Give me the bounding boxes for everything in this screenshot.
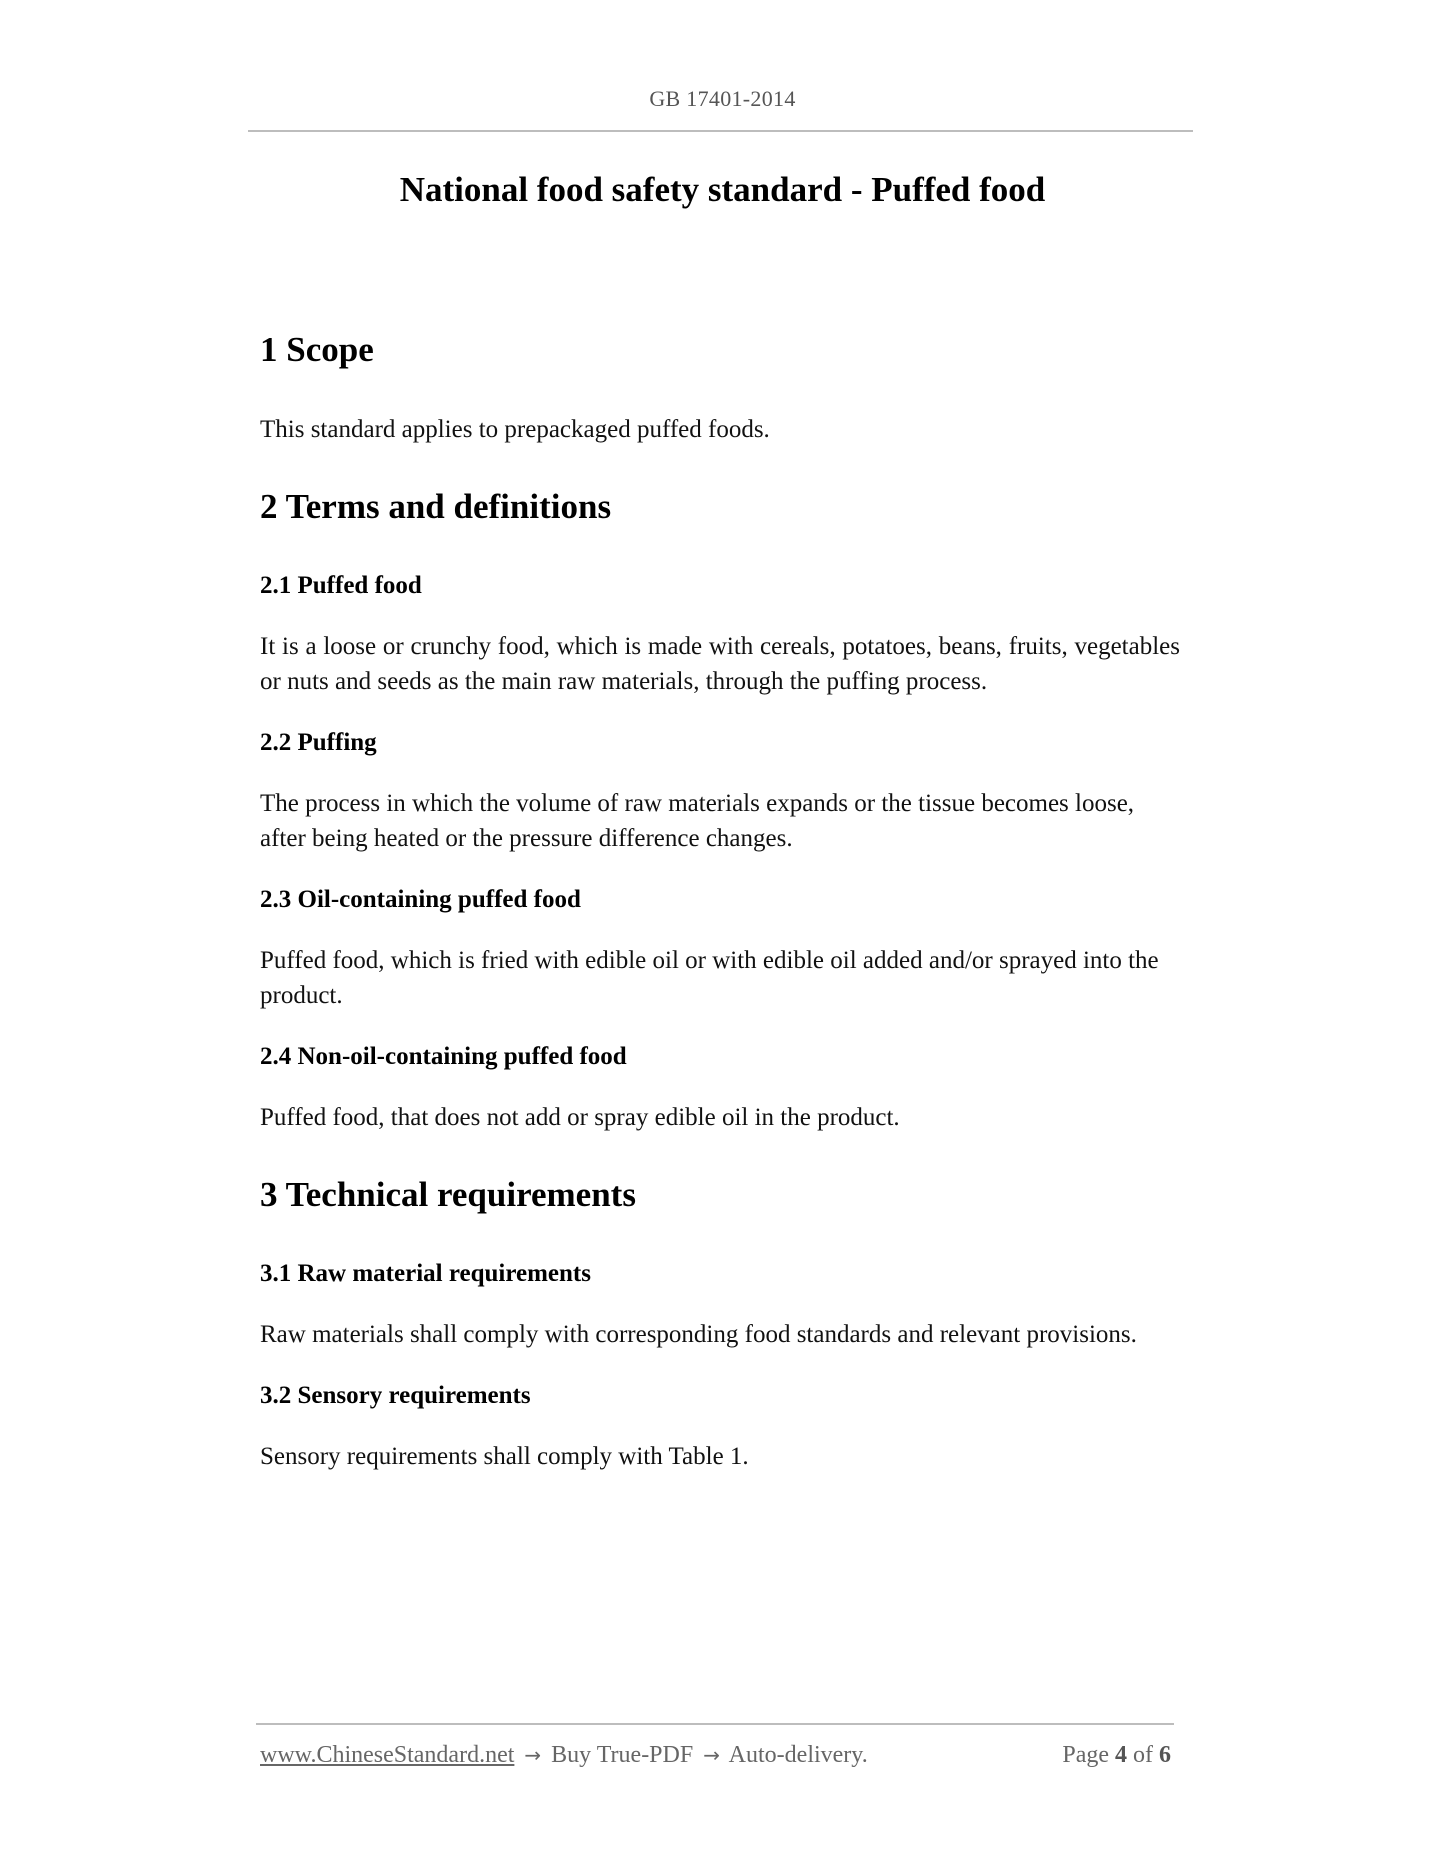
section-3-heading: 3 Technical requirements bbox=[260, 1175, 636, 1214]
section-1-heading: 1 Scope bbox=[260, 330, 374, 369]
section-3-2-heading: 3.2 Sensory requirements bbox=[260, 1382, 531, 1409]
arrow-right-icon: → bbox=[524, 1743, 542, 1767]
standard-code-header: GB 17401-2014 bbox=[649, 86, 796, 111]
section-3-1-text: Raw materials shall comply with corresponding food standards and relevant provisions. bbox=[260, 1321, 1137, 1348]
section-2-3-heading: 2.3 Oil-containing puffed food bbox=[260, 886, 581, 913]
section-2-4-text: Puffed food, that does not add or spray edible oil in the product. bbox=[260, 1104, 900, 1131]
section-1-text: This standard applies to prepackaged puffed foods. bbox=[260, 416, 770, 443]
total-pages-number: 6 bbox=[1159, 1742, 1171, 1768]
section-2-2-text: The process in which the volume of raw materials expands or the tissue becomes loose, after being heated or the pressure difference changes. bbox=[260, 790, 1135, 852]
page-footer bbox=[260, 1742, 1175, 1776]
footer-links bbox=[260, 1742, 868, 1769]
chinese-standard-link[interactable]: www.ChineseStandard.net bbox=[260, 1742, 515, 1768]
page-of-label: of bbox=[1133, 1742, 1153, 1768]
page-label: Page bbox=[1062, 1742, 1109, 1768]
section-3-2-text: Sensory requirements shall comply with Table 1. bbox=[260, 1443, 749, 1470]
page-indicator bbox=[1062, 1742, 1171, 1769]
buy-true-pdf-text: Buy True-PDF bbox=[551, 1742, 694, 1768]
section-2-1-heading: 2.1 Puffed food bbox=[260, 572, 422, 599]
section-2-heading: 2 Terms and definitions bbox=[260, 487, 612, 526]
section-2-1-text: It is a loose or crunchy food, which is made with cereals, potatoes, beans, fruits, vegetables or nuts and seeds as the main raw materials, through the puffing process. bbox=[260, 633, 1180, 695]
current-page-number: 4 bbox=[1115, 1742, 1127, 1768]
document-title: National food safety standard - Puffed food bbox=[399, 170, 1046, 209]
auto-delivery-text: Auto-delivery. bbox=[728, 1742, 868, 1768]
section-2-2-heading: 2.2 Puffing bbox=[260, 729, 377, 756]
section-3-1-heading: 3.1 Raw material requirements bbox=[260, 1260, 591, 1287]
section-2-4-heading: 2.4 Non-oil-containing puffed food bbox=[260, 1043, 627, 1070]
arrow-right-icon: → bbox=[703, 1743, 720, 1767]
header-divider bbox=[248, 130, 1193, 132]
section-2-3-text: Puffed food, which is fried with edible oil or with edible oil added and/or sprayed into the product. bbox=[260, 947, 1159, 1009]
footer-divider bbox=[256, 1723, 1174, 1725]
